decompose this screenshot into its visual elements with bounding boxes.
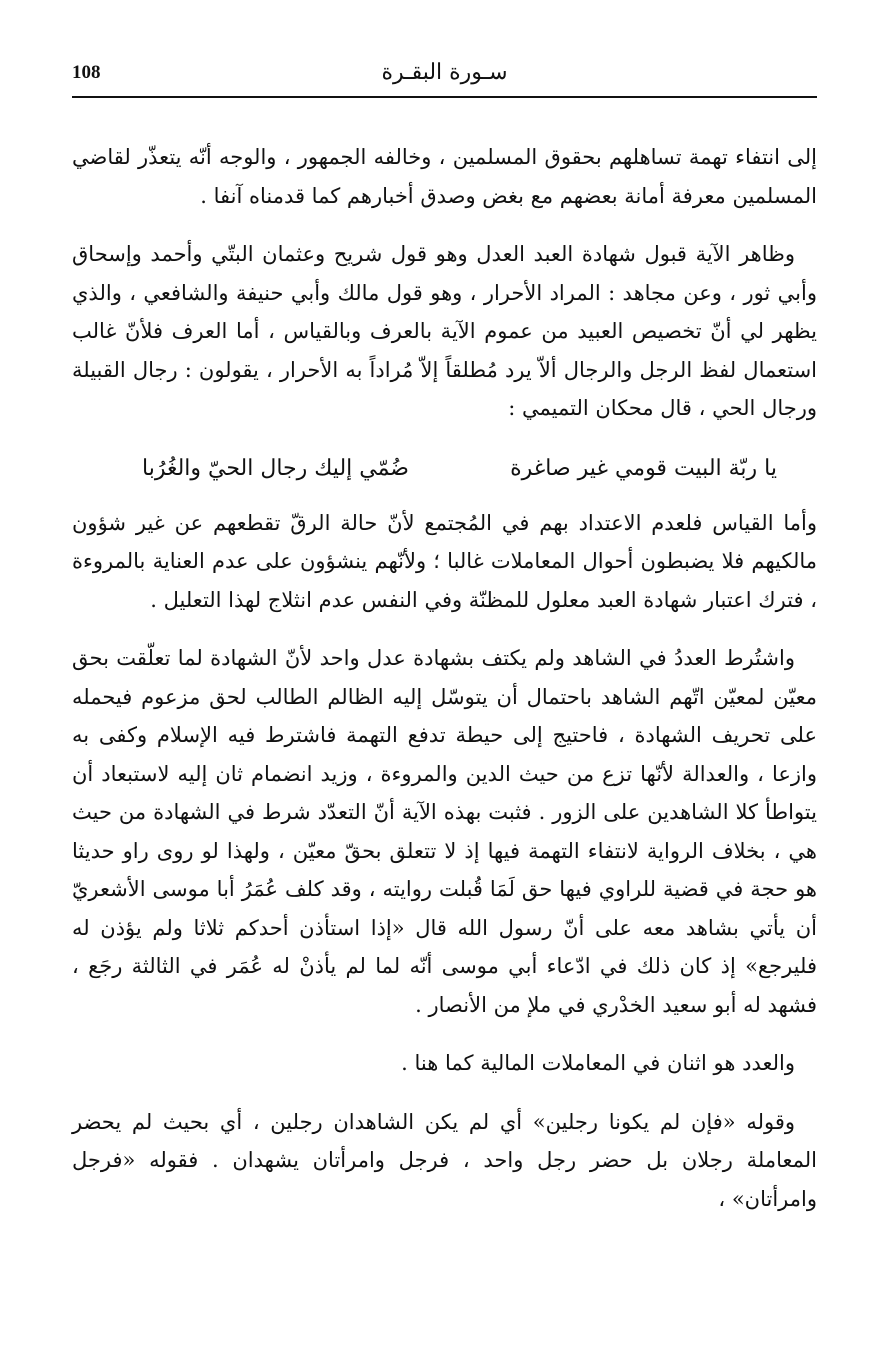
surah-title: سـورة البقـرة [381,60,508,85]
poetry-verse [72,448,817,490]
page-body [72,138,817,1238]
paragraph: والعدد هو اثنان في المعاملات المالية كما هنا . [401,1051,795,1075]
paragraph: وقوله «فإن لم يكونا رجلين» أي لم يكن الشاهدان رجلين ، أي بحيث لم يحضر المعاملة رجلان بل حضر رجل واحد ، فرجل وامرأتان يشهدان . فقوله «فرجل وامرأتان» ، [72,1109,817,1211]
paragraph: واشتُرط العددُ في الشاهد ولم يكتف بشهادة عدل واحد لأنّ الشهادة لما تعلّقت بحق معيّن لمعيّن اتّهم الشاهد باحتمال أن يتوسّل إليه الظالم الطالب لحق مزعوم فيحمله على تحريف الشهادة ، فاحتيج إلى حيطة تدفع التهمة فاشترط فيه الإسلام وكفى به وازعا ، والعدالة لأنّها تزع من حيث الدين والمروءة ، وزيد انضمام ثان إليه لاستبعاد أن يتواطأ كلا الشاهدين على الزور . فثبت بهذه الآية أنّ التعدّد شرط في الشهادة من حيث هي ، بخلاف الرواية لانتفاء التهمة فيها إذ لا تتعلق بحقّ معيّن ، ولهذا لو روى راو حديثا هو حجة في قضية للراوي فيها حق لَمَا قُبلت روايته ، وقد كلف عُمَرُ أبا موسى الأشعريّ أن يأتي بشاهد معه على أنّ رسول الله قال «إذا استأذن أحدكم ثلاثا ولم يؤذن له فليرجع» إذ كان ذلك في ادّعاء أبي موسى أنّه لما لم يأذنْ له عُمَر في الثالثة رجَع ، فشهد له أبو سعيد الخدْري في ملإ من الأنصار . [72,646,817,1017]
paragraph: وظاهر الآية قبول شهادة العبد العدل وهو قول شريح وعثمان البتّي وأحمد وإسحاق وأبي ثور ، وعن مجاهد : المراد الأحرار ، وهو قول مالك وأبي حنيفة والشافعي ، والذي يظهر لي أنّ تخصيص العبيد من عموم الآية بالعرف وبالقياس ، أما العرف فلأنّ غالب استعمال لفظ الرجل والرجال ألاّ يرد مُطلقاً إلاّ مُراداً به الأحرار ، يقولون : رجال القبيلة ورجال الحي ، قال محكان التميمي : [72,242,817,420]
paragraph: وأما القياس فلعدم الاعتداد بهم في المُجتمع لأنّ حالة الرقّ تقطعهم عن غير شؤون مالكيهم فلا يضبطون أحوال المعاملات غالبا ؛ ولأنّهم ينشؤون على عدم العناية بالمروءة ، فترك اعتبار شهادة العبد معلول للمظنّة وفي النفس عدم انثلاج لهذا التعليل . [72,510,817,612]
page-header [72,62,817,98]
verse-second-hemistich: ضُمّي إليك رجال الحيّ والغُرُبا [142,455,409,481]
page-number: 108 [72,62,101,83]
verse-first-hemistich: يا ربّة البيت قومي غير صاغرة [510,455,777,481]
paragraph: إلى انتفاء تهمة تساهلهم بحقوق المسلمين ، وخالفه الجمهور ، والوجه أنّه يتعذّر لقاضي المسلمين معرفة أمانة بعضهم مع بغض وصدق أخبارهم كما قدمناه آنفا . [72,145,817,208]
